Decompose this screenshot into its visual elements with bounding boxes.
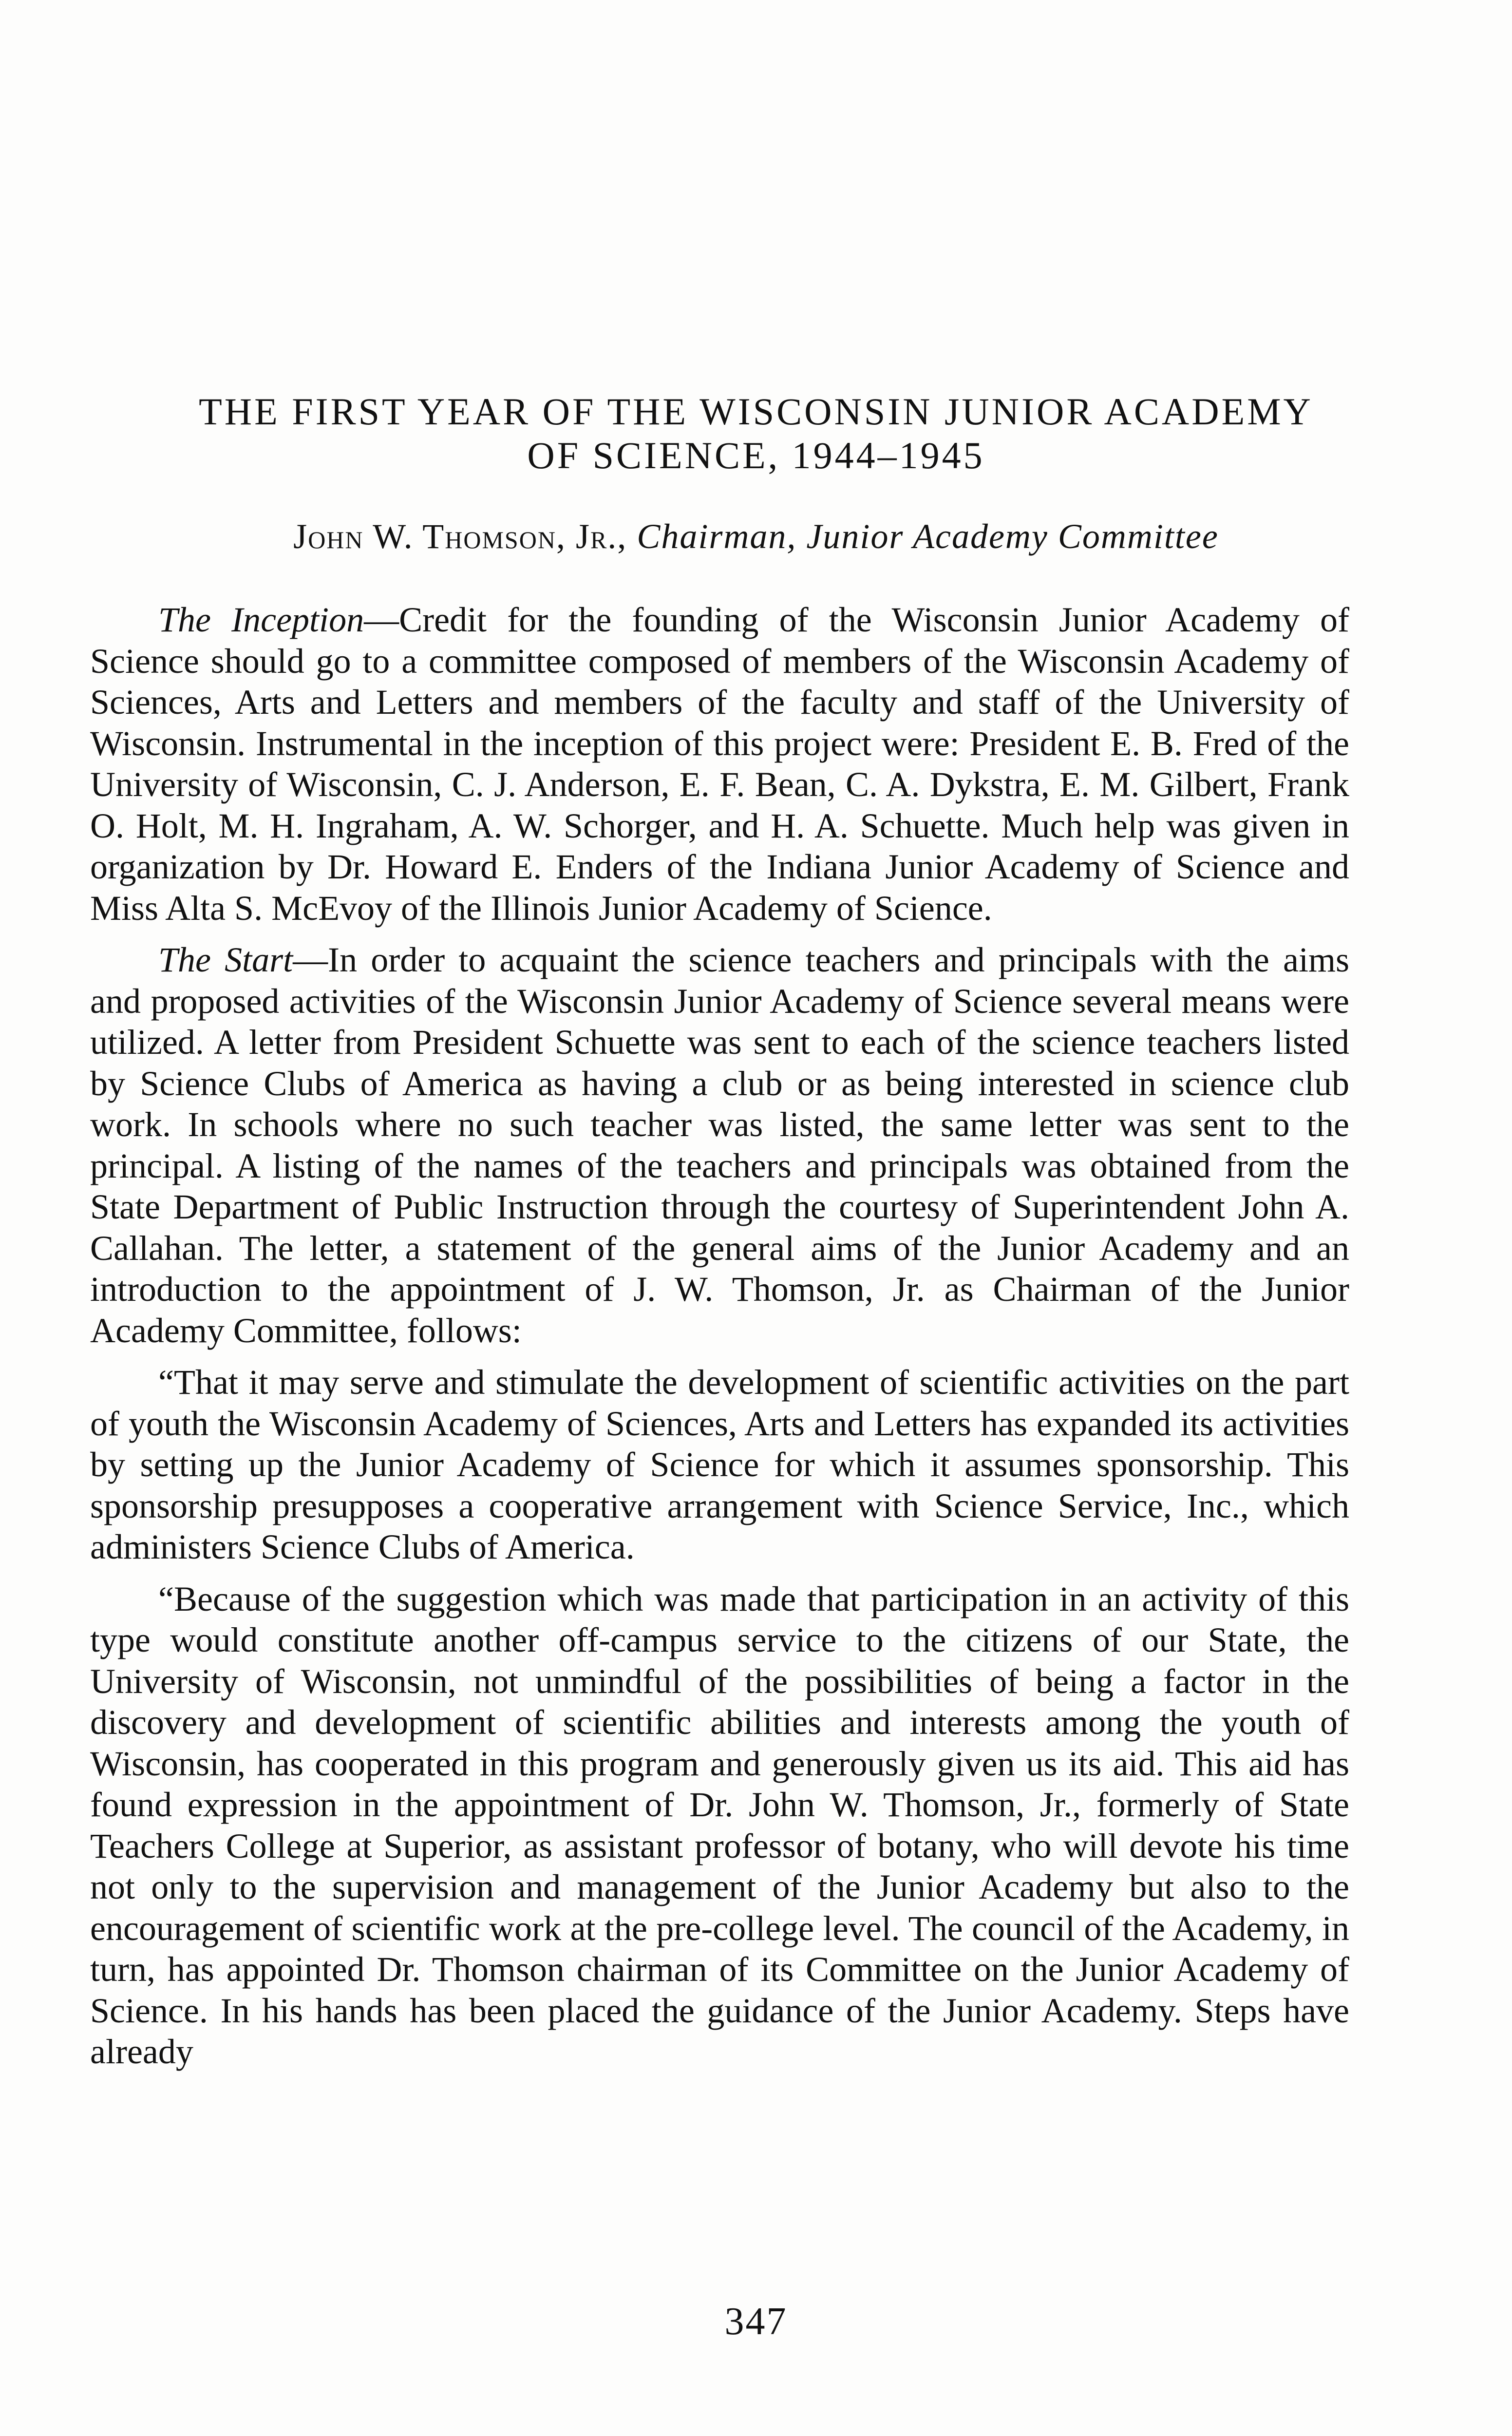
paragraph-lead: The Start [158, 940, 293, 979]
paragraph-start [90, 939, 1349, 1351]
author-role: Chairman, Junior Academy Committee [637, 517, 1219, 556]
article-body [90, 599, 1349, 2083]
paragraph-text: “That it may serve and stimulate the development of scientific activities on the part of youth the Wisconsin Academy of Sciences, Arts and Letters has expanded its activities by setting up the Junior Academy of Science for which it assumes sponsorship. This sponsorship presupposes a cooperative arrangement with Science Service, Inc., which administers Science Clubs of America. [90, 1363, 1349, 1566]
page-number: 347 [724, 2300, 788, 2343]
paragraph-inception [90, 599, 1349, 929]
paragraph-text: —In order to acquaint the science teachers and principals with the aims and proposed activities of the Wisconsin Junior Academy of Science several means were utilized. A letter from President Schuette was sent to each of the science teachers listed by Science Clubs of America as having a club or as being interested in science club work. In schools where no such teacher was listed, the same letter was sent to the principal. A listing of the names of the teachers and principals was obtained from the State Department of Public Instruction through the courtesy of Superintendent John A. Callahan. The letter, a statement of the general aims of the Junior Academy and an introduction to the appointment of J. W. Thomson, Jr. as Chairman of the Junior Academy Committee, follows: [90, 940, 1349, 1350]
byline [0, 516, 1512, 557]
title-line-2: OF SCIENCE, 1944–1945 [527, 434, 985, 476]
paragraph-quote-1 [90, 1362, 1349, 1568]
author-name: John W. Thomson, Jr., [293, 517, 627, 556]
article-title [0, 390, 1512, 477]
title-line-1: THE FIRST YEAR OF THE WISCONSIN JUNIOR ACADEMY [199, 390, 1313, 433]
paragraph-text: “Because of the suggestion which was made that participation in an activity of this type would constitute another off-campus service to the citizens of our State, the University of Wisconsin, not unmindful of the possibilities of being a factor in the discovery and development of scientific abilities and interests among the youth of Wisconsin, has cooperated in this program and generously given us its aid. This aid has found expression in the appointment of Dr. John W. Thomson, Jr., formerly of State Teachers College at Superior, as assistant professor of botany, who will devote his time not only to the supervision and management of the Junior Academy but also to the encouragement of scientific work at the pre-college level. The council of the Academy, in turn, has appointed Dr. Thomson chairman of its Committee on the Junior Academy of Science. In his hands has been placed the guidance of the Junior Academy. Steps have already [90, 1579, 1349, 2071]
paragraph-quote-2 [90, 1579, 1349, 2073]
paragraph-lead: The Inception [158, 600, 364, 639]
paragraph-text: —Credit for the founding of the Wisconsin Junior Academy of Science should go to a committee composed of members of the Wisconsin Academy of Sciences, Arts and Letters and members of the faculty and staff of the University of Wisconsin. Instrumental in the inception of this project were: President E. B. Fred of the University of Wisconsin, C. J. Anderson, E. F. Bean, C. A. Dykstra, E. M. Gilbert, Frank O. Holt, M. H. Ingraham, A. W. Schorger, and H. A. Schuette. Much help was given in organization by Dr. Howard E. Enders of the Indiana Junior Academy of Science and Miss Alta S. McEvoy of the Illinois Junior Academy of Science. [90, 600, 1349, 928]
